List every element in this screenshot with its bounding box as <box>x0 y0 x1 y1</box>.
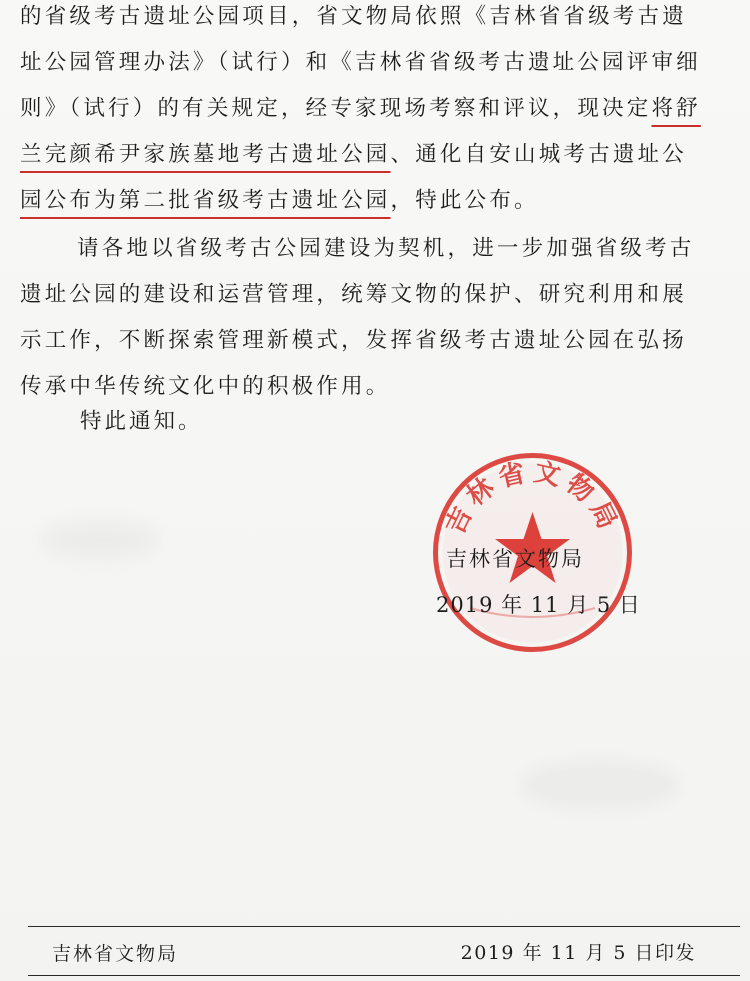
paragraph-line: 示工作，不断探索管理新模式，发挥省级考古遗址公园在弘扬 <box>20 328 687 353</box>
paragraph-line: 的省级考古遗址公园项目，省文物局依照《吉林省省级考古遗 <box>20 4 687 29</box>
paragraph-line: 请各地以省级考古公园建设为契机，进一步加强省级考古 <box>77 236 695 261</box>
signature-date: 2019 年 11 月 5 日 <box>436 593 641 617</box>
footer-issuer: 吉林省文物局 <box>52 943 179 965</box>
footer-bottom-rule <box>28 975 740 976</box>
paragraph-line: 遗址公园的建设和运营管理，统筹文物的保护、研究利用和展 <box>20 282 687 307</box>
paragraph-text: 、通化自安山城考古遗址公 <box>390 142 687 167</box>
underlined-text: 将舒 <box>651 96 701 121</box>
paragraph-line <box>20 132 735 178</box>
paper-smudge <box>40 520 160 560</box>
paragraph-text: ，特此公布。 <box>390 188 539 213</box>
footer-issue-date: 2019 年 11 月 5 日印发 <box>460 942 696 964</box>
paragraph-requirements <box>20 226 735 410</box>
paragraph-line: 传承中华传统文化中的积极作用。 <box>20 374 391 399</box>
paragraph-line <box>20 86 735 132</box>
paragraph-text: 则》（试行）的有关规定，经专家现场考察和评议，现决定 <box>20 96 652 121</box>
signature-organization: 吉林省文物局 <box>446 547 584 571</box>
paper-smudge <box>520 760 680 810</box>
underlined-text: 兰完颜希尹家族墓地考古遗址公园 <box>20 142 391 167</box>
paragraph-announcement <box>20 0 735 224</box>
paragraph-line: 址公园管理办法》（试行）和《吉林省省级考古遗址公园评审细 <box>20 50 701 75</box>
closing-text: 特此通知。 <box>80 409 203 434</box>
footer-top-rule <box>28 926 740 927</box>
paragraph-line <box>20 178 735 224</box>
underlined-text: 园公布为第二批省级考古遗址公园 <box>20 188 391 213</box>
seal-ring-text: 吉林省文物局 <box>440 457 625 540</box>
